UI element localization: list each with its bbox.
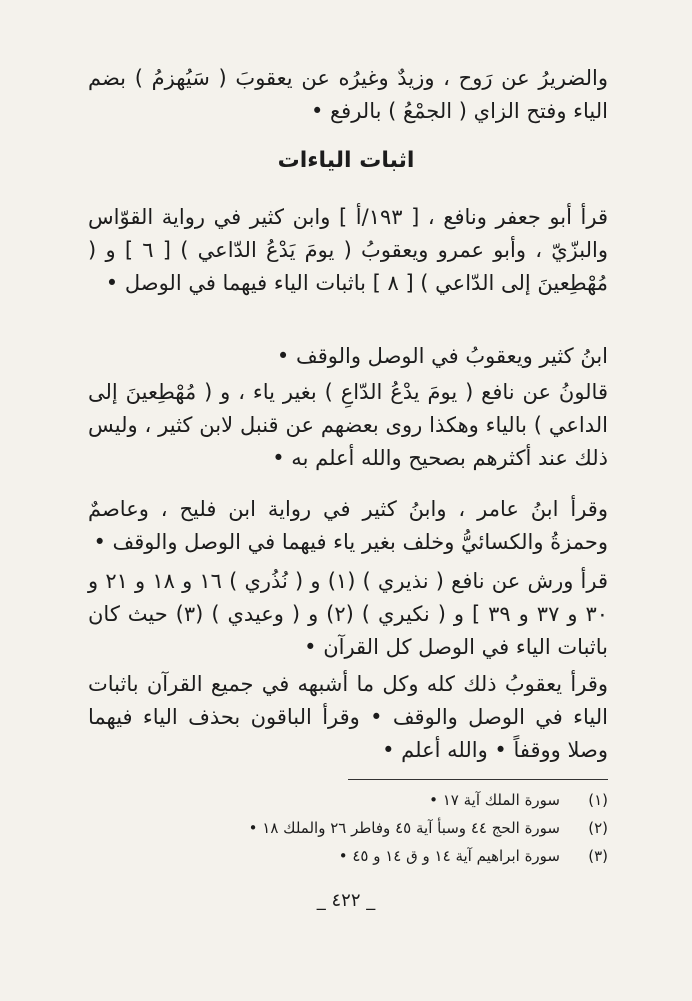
paragraph-intro: والضريرُ عن رَوح ، وزيدٌ وغيرُه عن يعقوبَ ( سَيُهزمُ ) بضم الياء وفتح الزاي ( الجمْعُ ) بالرفع • xyxy=(88,66,608,123)
footnote-number: (٣) xyxy=(588,847,608,865)
footnotes xyxy=(88,786,608,870)
paragraph-6: وقرأ يعقوبُ ذلك كله وكل ما أشبهه في جميع القرآن باثبات الياء في الوصل والوقف • وقرأ الباقون بحذف الياء فيهما وصلا ووقفاً • والله أعلم • xyxy=(88,672,608,762)
page-number: _ ٤٢٢ _ xyxy=(316,890,376,911)
footnote-item xyxy=(88,842,608,870)
paragraph-5: قرأ ورش عن نافع ( نذيري ) (١) و ( نُذُري ) ١٦ و ١٨ و ٢١ و ٣٠ و ٣٧ و ٣٩ ] و ( نكيري ) (٢) و ( وعيدي ) (٣) حيث كان باثبات الياء في الوصل كل القرآن • xyxy=(88,569,608,659)
footnote-text: سورة الملك آية ١٧ • xyxy=(429,791,560,809)
paragraph-4: وقرأ ابنُ عامر ، وابنُ كثير في رواية ابن فليح ، وعاصمٌ وحمزةُ والكسائيُّ وخلف بغير ياء فيهما في الوصل والوقف • xyxy=(88,497,608,554)
paragraph-3: قالونُ عن نافع ( يومَ يدْعُ الدّاعِ ) بغير ياء ، و ( مُهْطِعينَ إلى الداعي ) بالياء وهكذا روى بعضهم عن قنبل لابن كثير ، وليس ذلك عند أكثرهم بصحيح والله أعلم به • xyxy=(88,380,608,470)
footnote-number: (١) xyxy=(588,791,608,809)
paragraph-1: قرأ أبو جعفر ونافع ، [ ١٩٣/أ ] وابن كثير في رواية القوّاس والبزّيّ ، وأبو عمرو ويعقوبُ ( يومَ يَدْعُ الدّاعي ) [ ٦ ] و ( مُهْطِعينَ إلى الدّاعي ) [ ٨ ] باثبات الياء فيهما في الوصل • xyxy=(88,205,608,295)
paragraph-2: ابنُ كثير ويعقوبُ في الوصل والوقف • xyxy=(276,344,608,368)
footnote-item xyxy=(88,814,608,842)
footnote-text: سورة ابراهيم آية ١٤ و ق ١٤ و ٤٥ • xyxy=(338,847,560,865)
section-heading: اثبات الياءات xyxy=(277,148,415,173)
footnote-number: (٢) xyxy=(588,819,608,837)
footnote-item xyxy=(88,786,608,814)
footnote-divider xyxy=(348,779,608,780)
footnote-text: سورة الحج ٤٤ وسبأ آية ٤٥ وفاطر ٢٦ والملك ١٨ • xyxy=(248,819,560,837)
